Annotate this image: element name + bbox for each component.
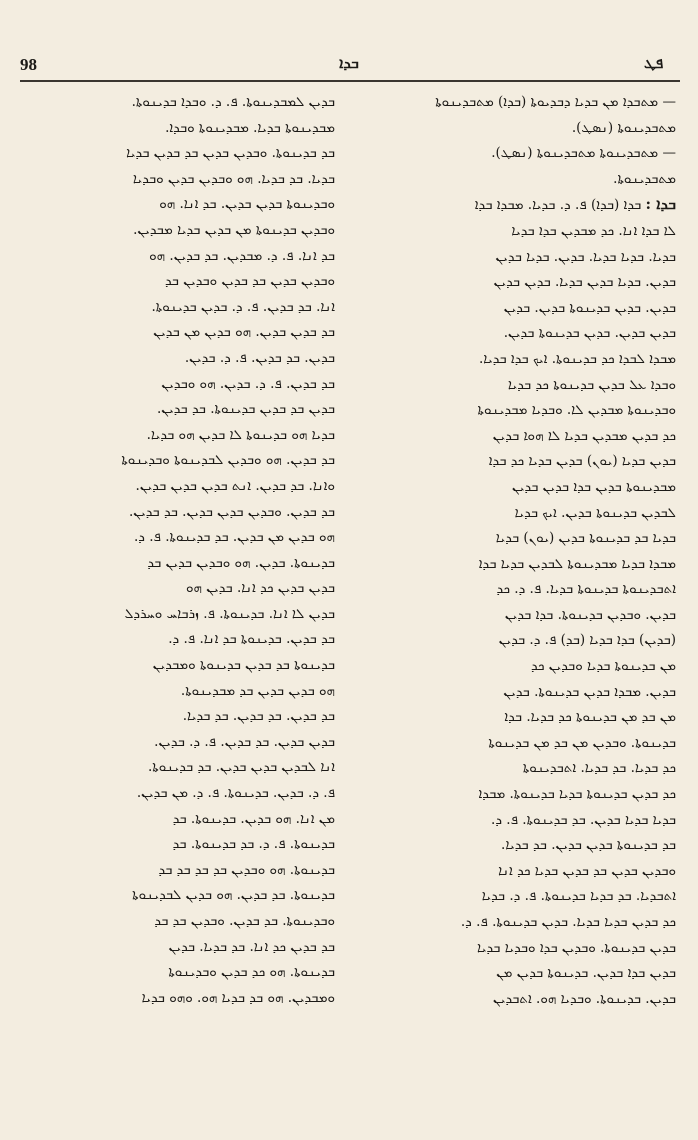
text-line: ܒܕܝܢܘܬܐ. ܗܘ ܘܒܕܝܢ ܒܕ ܒܕ ܒܕ ܒܕ: [158, 861, 335, 878]
text-line: ܐܬܒܕܝܢܘܬܐ ܒܕܝܢܘܬܐ ܒܕܝܐ. ܦ. ܕ. ܟܕ: [496, 581, 676, 598]
text-line: ܒܕ ܒܕܝܢܘܬܐ. ܘܒܕܝܢ ܒܕܝܢ ܒܕ ܒܕܝܢ ܒܕܝܐ: [126, 145, 335, 162]
text-line: ܒܕܝܐ ܗܘ ܒܕܝܢܘܬܐ ܠܐ ܒܕܝܢ ܗܘ ܒܕܝܐ.: [146, 426, 335, 443]
text-line: ܒܕܝܢ ܒܕܝܢ ܟܕ ܐܢܐ. ܒܕܝܢ ܗܘ: [185, 580, 335, 597]
entry-headword: ܒܕܐ :: [645, 195, 676, 214]
text-line: ܡܒܕܐ ܠܒܕܐ ܟܕ ܒܕܝܢܘܬܐ. ܐܝܟ ܒܕܐ ܒܕܝܐ.: [479, 350, 676, 367]
text-line: ܒܕܝܢܘܬܐ ܒܕ ܒܕܝܢ ܒܕܝܢܘܬܐ ܘܡܒܕܝܢ: [152, 657, 335, 674]
text-line: ܒܕܝܢܘܬܐ. ܗܘ ܟܕ ܒܕܝܢ ܘܒܕܝܢܘܬܐ: [168, 964, 335, 981]
text-line: — ܡܬܒܕܝܢܘܬܐ ܡܬܒܕܝܢܘܬܐ (ܢܣܛ).: [491, 145, 676, 162]
text-line: ܒܕܝܢ. ܒܕܝܢ ܒܕܝܢܘܬܐ ܒܕܝܢ. ܒܕܝܢ: [503, 299, 676, 316]
text-line: ܡܢ ܒܕ ܡܢ ܒܕܝܢܘܬܐ ܟܕ ܒܕܝܐ. ܒܕܐ: [504, 709, 676, 726]
text-line: ܡܒܕܐ ܒܕܝܐ ܡܒܕܝܢܘܬܐ ܠܒܕܝܢ ܒܕܝܐ ܒܕܐ: [478, 555, 676, 572]
text-line: ܒܕܝܢ ܒܕܝܐ (ܝܘܢ) ܒܕܝܢ ܒܕܝܐ ܟܕ ܒܕܐ: [488, 453, 676, 470]
text-line: ܘܒܕܝܢܘܬܐ ܡܒܕܝܢ ܠܐ. ܘܒܕܝܐ ܡܒܕܝܢܘܬܐ: [477, 402, 676, 419]
text-line: ܒܕ ܒܕܝܢܘܬܐ ܒܕܝܢ ܒܕܝܢ. ܒܕ ܒܕܝܐ.: [501, 837, 676, 854]
text-line: ܘܒܕܝܢ ܒܕܝܢܘܬܐ ܡܢ ܒܕܝܢ ܒܕܝܐ ܡܒܕܝܢ.: [133, 221, 335, 238]
text-line: ܘܒܕܝܢ ܒܕܝܢ ܒܕ ܒܕܝܢ ܘܒܕܝܢ ܒܕ: [165, 273, 335, 290]
text-line: ܘܒܕܝܢܘܬܐ. ܒܕ ܒܕܝܢ. ܘܒܕܝܢ ܒܕ ܒܕ: [154, 913, 335, 929]
text-line: ܡܬܒܕܝܢܘܬܐ (ܢܣܛ).: [571, 119, 676, 136]
text-line: ܒܕ ܒܕܝܢ. ܦ. ܕ. ܒܕܝܢ. ܗܘ ܘܒܕܝܢ: [161, 375, 335, 392]
text-line: ܦ. ܕ. ܒܕܝܢ. ܒܕܝܢܘܬܐ. ܦ. ܕ. ܡܢ ܒܕܝܢ.: [136, 785, 335, 802]
text-line: ܒܕܝܐ ܒܕ ܒܕܝܢܘܬܐ ܒܕܝܢ (ܝܘܢ) ܒܕܝܐ: [495, 530, 676, 547]
text-line: ܒܕܝܢܘܬܐ. ܒܕܝܢ. ܗܘ ܘܒܕܝܢ ܒܕܝܢ ܒܕ: [147, 554, 335, 571]
running-head: ܒܕܐ: [339, 54, 359, 72]
text-line: ܒܕܝܢ. ܒܕ ܒܕܝܢ. ܦ. ܕ. ܒܕܝܢ.: [184, 349, 335, 366]
text-line: ܒܕܝܢ ܒܕ ܒܕܝܢ ܒܕܝܢܘܬܐ. ܒܕ ܒܕܝܢ.: [157, 401, 335, 418]
text-line: ܡܒܕܝܢܘܬܐ ܒܕܝܢ ܒܕܐ ܒܕܝܢ ܒܕܝܢ: [511, 478, 676, 495]
text-line: ܒܕܝܐ. ܒܕ ܒܕܝܐ. ܗܘ ܘܒܕܝܢ ܒܕܝܢ ܘܒܕܝܐ: [132, 170, 335, 187]
text-line: ܘܒܕܝܢܘܬܐ ܒܕܝܢ ܒܕܝܢ. ܒܕ ܐܢܐ. ܗܘ: [159, 196, 335, 213]
text-line: ܒܕܝܢ ܒܕܐ ܒܕܝܢ. ܒܕܝܢܘܬܐ ܒܕܝܢ ܡܢ: [496, 965, 676, 982]
text-line: ܒܕܝܢ ܒܕܝܢ. ܒܕܝܢ ܒܕܝܢܘܬܐ ܒܕܝܢ.: [503, 325, 676, 342]
text-line: ܒܕܝܐ ܒܕܝܐ ܒܕܝܢ. ܒܕ ܒܕܝܢܘܬܐ. ܦ. ܕ.: [491, 811, 676, 828]
text-line: ܒܕܝܢ ܒܕܝܢ. ܒܕ ܒܕܝܢ. ܦ. ܕ. ܒܕܝܢ.: [154, 733, 335, 750]
text-line: ܒܕܝܢ. ܒܕܝܢܘܬܐ. ܘܒܕܝܐ ܗܘ. ܐܬܒܕܝܢ: [492, 990, 676, 1007]
text-line: ܟܕ ܒܕܝܢ ܒܕܝܐ ܒܕܝܐ. ܒܕܝܢ ܒܕܝܢܘܬܐ. ܦ. ܕ.: [460, 914, 676, 930]
text-line: ܐܢܐ. ܒܕ ܒܕܝܢ. ܦ. ܕ. ܒܕܝܢ ܒܕܝܢܘܬܐ.: [151, 298, 335, 315]
right-text-column: [365, 90, 676, 1130]
text-line: ܒܕ ܒܕܝܢ. ܗܘ ܘܒܕܝܢ ܠܒܕܝܢܘܬܐ ܘܒܕܝܢܘܬܐ: [121, 452, 335, 469]
text-line: ܒܕܝܢ. ܒܕܝܐ ܒܕܝܢ ܒܕܝܐ. ܒܕܝܢ ܒܕܝܢ: [493, 274, 676, 291]
text-line: ܒܕ ܒܕܝܢ ܟܕ ܐܢܐ. ܒܕ ܒܕܝܐ. ܒܕܝܢ: [168, 938, 335, 955]
header-rule: [20, 80, 680, 82]
text-line: ܠܐ ܒܕܐ ܐܢܐ. ܟܕ ܡܒܕܝܢ ܒܕܐ ܒܕܝܐ: [511, 222, 676, 239]
text-line: ܒܕ ܐܢܐ. ܦ. ܕ. ܡܒܕܝܢ. ܒܕ ܒܕܝܢ. ܗܘ: [149, 247, 335, 264]
text-line: ܒܕܝܐ. ܒܕܝܐ ܒܕܝܐ. ܒܕܝܢ. ܒܕܝܐ ܒܕܝܢ: [495, 248, 676, 265]
text-line: ܟܕ ܒܕܝܢ ܡܒܕܝܢ ܒܕܝܐ ܠܐ ܗܘܐ ܒܕܝܢ: [492, 427, 676, 444]
text-line: ܒܕ ܒܕܝܢ. ܒܕ ܒܕܝܢ. ܒܕ ܒܕܝܐ.: [182, 708, 335, 725]
text-line: ܟܕ ܒܕܝܢ ܒܕܝܢܘܬܐ ܒܕܝܐ ܒܕܝܢܘܬܐ. ܡܒܕܐ: [478, 786, 676, 803]
text-line: — ܡܬܒܕܐ ܡܢ ܒܕܝܐ ܕܒܕܝܘܬܐ (ܒܕܐ) ܡܬܒܕܝܢܘܬܐ: [435, 94, 676, 110]
text-line: ܗܘ ܒܕܝܢ ܡܢ ܒܕܝܢ. ܒܕ ܒܕܝܢܘܬܐ. ܦ. ܕ.: [133, 529, 335, 546]
text-line: ܘܐܢܐ. ܒܕ ܒܕܝܢ. ܐܢܬ ܒܕܝܢ ܒܕܝܢ ܒܕܝܢ.: [135, 477, 335, 494]
text-line: ܘܒܕܝܢ ܒܕܝܢ ܒܕ ܒܕܝܢ ܒܕܝܐ ܟܕ ܐܢܐ: [498, 862, 676, 879]
text-line: ܠܒܕܝܢ ܒܕܝܢܘܬܐ ܒܕܝܢ. ܐܝܟ ܒܕܝܐ: [514, 504, 676, 521]
text-line: ܡܒܕܝܢܘܬܐ ܒܕܝܐ. ܡܒܕܝܢܘܬܐ ܘܒܕܐ.: [165, 119, 335, 136]
text-line: ܒܕܝܢ. ܘܒܕܝܢ ܒܕܝܢܘܬܐ. ܒܕܐ ܒܕܝܢ: [504, 606, 676, 623]
text-line: ܒܕܝܢ ܒܕܝܢܘܬܐ. ܘܒܕܝܢ ܒܕܐ ܘܒܕܝܐ ܒܕܝܐ: [477, 939, 676, 956]
text-line: ܒܕܝܢ ܠܐ ܐܢܐ. ܒܕܝܢܘܬܐ. ܦ. ܙܪܒܐܚ ܘܚܪܕܠ: [124, 605, 335, 622]
entry-first-text: ܒܕܐ (ܒܕܐ) ܦ. ܕ. ܒܕܝܐ. ܡܒܕܐ ܒܕܐ: [474, 197, 642, 214]
text-line: ܒܕܝܢ ܠܡܒܕܝܢܘܬܐ. ܦ. ܕ. ܘܒܕܐ ܒܕܝܢܘܬܐ.: [131, 94, 335, 110]
text-line: ܒܕܝܢܘܬܐ. ܘܒܕܝܢ ܡܢ ܒܕ ܡܢ ܒܕܝܢܘܬܐ: [488, 734, 676, 751]
text-line: ܒܕ ܒܕܝܢ. ܒܕܝܢܘܬܐ ܒܕ ܐܢܐ. ܦ. ܕ.: [168, 631, 335, 648]
text-line: ܐܢܐ ܠܒܕܝܢ ܒܕܝܢ ܒܕܝܢ. ܒܕ ܒܕܝܢܘܬܐ.: [148, 759, 335, 776]
text-line: ܘܡܒܕܝܢ. ܗܘ ܒܕ ܒܕܝܐ ܗܘ. ܘܗܘ ܒܕܝܐ: [141, 989, 335, 1006]
page-number: 98: [20, 55, 37, 74]
signature-mark: ܦܛ: [644, 54, 664, 72]
text-line: ܒܕܝܢܘܬܐ. ܒܕ ܒܕܝܢ. ܗܘ ܒܕܝܢ ܠܒܕܝܢܘܬܐ: [132, 887, 335, 904]
text-line: ܟܕ ܒܕܝܐ. ܒܕ ܒܕܝܐ. ܐܬܒܕܝܢܘܬܐ: [522, 760, 676, 777]
text-line: ܡܬܒܕܝܢܘܬܐ.: [613, 170, 676, 187]
text-line: ܡܢ ܒܕܝܢܘܬܐ ܒܕܝܐ ܘܒܕܝܢ ܟܕ: [531, 658, 676, 675]
text-line: ܡܢ ܐܢܐ. ܗܘ ܒܕܝܢ. ܒܕܝܢܘܬܐ. ܒܕ: [172, 810, 335, 827]
text-line: ܒܕ ܒܕܝܢ. ܘܒܕܝܢ ܒܕܝܢ ܒܕܝܢ. ܒܕ ܒܕܝܢ.: [128, 503, 335, 520]
entry-start-line: [365, 192, 676, 219]
text-line: ܗܘ ܒܕܝܢ ܒܕܝܢ ܒܕ ܡܒܕܝܢܘܬܐ.: [180, 682, 335, 699]
left-text-column: [24, 90, 335, 1130]
text-line: ܒܕ ܒܕܝܢ ܒܕܝܢ. ܗܘ ܒܕܝܢ ܡܢ ܒܕܝܢ: [153, 324, 335, 341]
text-line: ܒܕܝܢ. ܡܒܕܐ ܒܕܝܢ ܒܕܝܢܘܬܐ. ܒܕܝܢ: [503, 683, 676, 700]
text-line: ܒܕܝܢܘܬܐ. ܦ. ܕ. ܒܕ ܒܕܝܢܘܬܐ. ܒܕ: [172, 836, 335, 853]
text-line: ܐܬܒܕܝܐ. ܒܕ ܒܕܝܐ ܒܕܝܢܘܬܐ. ܦ. ܕ. ܒܕܝܐ: [481, 888, 676, 905]
text-line: (ܒܕܝܢ) ܒܕܐ ܒܕܝܐ (ܒܕ) ܦ. ܕ. ܒܕܝܢ: [498, 632, 676, 649]
text-line: ܘܒܕܐ ܥܠ ܒܕܝܢ ܒܕܝܢܘܬܐ ܟܕ ܒܕܝܐ: [507, 376, 676, 393]
